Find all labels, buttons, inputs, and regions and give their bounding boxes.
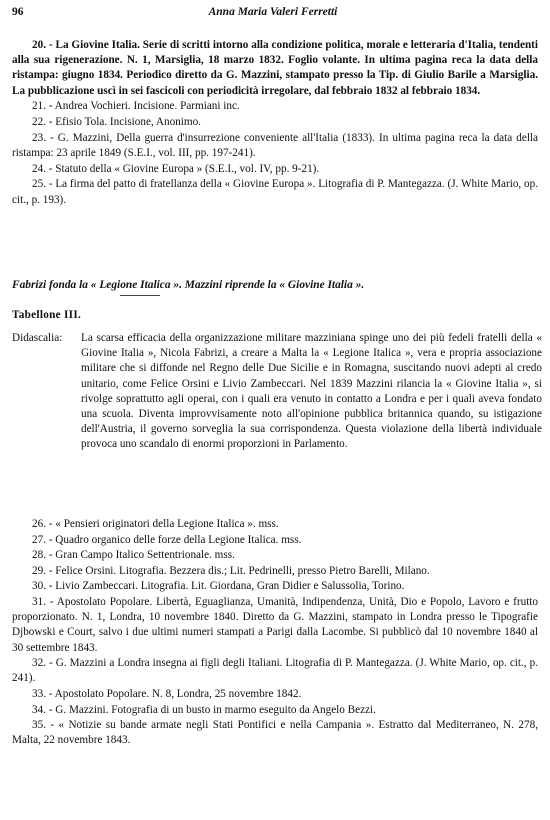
entry-number: 22. [32, 116, 46, 129]
entry-text: - La firma del patto di fratellanza della « Giovine Europa ». Litografia di P. Mantegazza. (J. White Mario, op. cit., p. 193). [12, 178, 539, 206]
entry-text: - « Notizie su bande armate negli Stati Pontifici e nella Campania ». Estratto dal Mediterraneo, N. 278, Malta, 22 novembre 1843. [12, 719, 539, 747]
didascalia-text: La scarsa efficacia della organizzazione militare mazziniana spinge uno dei più fedeli fratelli della « Giovine Italia », Nicola Fabrizi, a creare a Malta la « Legione Italica », vera e propria associazione militare che si diffonde nel Regno delle Due Sicilie e in Romagna, suscitando nuovi adepti al credo unitario, come Felice Orsini e Livio Zambeccari. Nel 1839 Mazzini rilancia la « Giovine Italia », si rivolge soprattutto agli operai, con i quali era venuto in contatto a Londra e per i quali aveva fondato una scuola. Diventa improvvisamente noto all'opinione pubblica britannica quando, su istigazione dell'Austria, il governo sorveglia la sua corrispondenza. Questa violazione della libertà individuale provoca uno scandalo di enormi proporzioni in Parlamento. [81, 332, 542, 451]
entry-30 [12, 579, 538, 594]
entry-number: 20. [32, 39, 46, 51]
entry-text: - G. Mazzini. Fotografia di un busto in marmo eseguito da Angelo Bezzi. [48, 703, 376, 716]
entry-number: 30. [32, 580, 46, 593]
entry-23 [12, 131, 538, 161]
entry-text: - Statuto della « Giovine Europa » (S.E.I., vol. IV, pp. 9-21). [48, 162, 320, 175]
entry-text: - Felice Orsini. Litografia. Bezzera dis.; Lit. Pedrinelli, presso Pietro Barelli, Milano. [48, 564, 430, 577]
section-title-block [12, 278, 538, 303]
entry-text: - G. Mazzini a Londra insegna ai figli degli Italiani. Litografia di P. Mantegazza. (J. White Mario, op. cit., p. 241). [12, 657, 539, 685]
entry-number: 31. [32, 595, 46, 608]
entry-number: 26. [32, 518, 46, 530]
didascalia-label: Didascalia: [12, 332, 63, 344]
entry-number: 23. [32, 131, 46, 144]
entry-text: - Apostolato Popolare. Libertà, Eguaglianza, Umanità, Indipendenza, Unità, Dio e Popolo, Lavoro e frutto proporzionato. N. 1, Londra, 10 novembre 1840. Diretto da G. Mazzini, stampato in Londra presso le Tipografie Djbowski e Court, salvo i due ultimi numeri stampati a Parigi dalla Lacombe. Si pubblicò dal 10 novembre 1840 al 30 settembre 1843. [12, 595, 539, 654]
entry-22 [12, 115, 538, 130]
entry-text: - « Pensieri originatori della Legione Italica ». mss. [48, 518, 279, 530]
entry-32 [12, 656, 538, 686]
entry-28 [12, 548, 538, 563]
didascalia-block [12, 331, 542, 453]
entry-number: 35. [32, 719, 46, 732]
entry-21 [12, 99, 538, 114]
page-header [12, 5, 534, 21]
entry-25 [12, 177, 538, 207]
section-title: Fabrizi fonda la « Legione Italica ». Mazzini riprende la « Giovine Italia ». [12, 279, 365, 291]
entry-20 [12, 38, 538, 99]
entry-number: 33. [32, 687, 46, 700]
entry-34 [12, 703, 538, 718]
entry-26 [12, 517, 538, 532]
title-underline [12, 293, 538, 303]
entry-number: 34. [32, 703, 46, 716]
entry-31 [12, 595, 538, 656]
entry-29 [12, 564, 538, 579]
entry-text: - Livio Zambeccari. Litografia. Lit. Giordana, Gran Didier e Salussolia, Torino. [48, 580, 405, 593]
underline-mark [120, 295, 160, 296]
entries-top [12, 38, 538, 208]
entry-text: - Andrea Vochieri. Incisione. Parmiani inc. [48, 100, 240, 113]
entry-number: 25. [32, 178, 46, 191]
entry-number: 28. [32, 549, 46, 562]
entry-number: 21. [32, 100, 46, 113]
entry-27 [12, 533, 538, 548]
entry-text: - Quadro organico delle forze della Legione Italica. mss. [48, 533, 302, 546]
entry-35 [12, 718, 538, 748]
page-number: 96 [12, 6, 24, 18]
entry-text: - Apostolato Popolare. N. 8, Londra, 25 novembre 1842. [48, 687, 302, 700]
entry-number: 29. [32, 564, 46, 577]
entry-33 [12, 687, 538, 702]
entry-number: 27. [32, 533, 46, 546]
entries-bottom [12, 517, 538, 749]
entry-text: - G. Mazzini, Della guerra d'insurrezione conveniente all'Italia (1833). In ultima pagina reca la data della ristampa: 23 aprile 1849 (S.E.I., vol. III, pp. 197-241). [12, 131, 538, 159]
entry-text: - Gran Campo Italico Settentrionale. mss. [48, 549, 235, 562]
tabellone-heading: Tabellone III. [12, 309, 82, 321]
entry-number: 32. [32, 657, 46, 670]
entry-24 [12, 162, 538, 177]
entry-text: - La Giovine Italia. Serie di scritti intorno alla condizione politica, morale e letteraria d'Italia, tendenti alla sua rigenerazione. N. 1, Marsiglia, 18 marzo 1832. Foglio volante. In ultima pagina reca la data della ristampa: giugno 1834. Periodico diretto da G. Mazzini, stampato presso la Tip. di Giulio Barile a Marsiglia. La pubblicazione uscì in sei fascicoli con periodicità irregolare, dal febbraio 1832 al febbraio 1834. [12, 39, 539, 97]
entry-number: 24. [32, 162, 46, 175]
entry-text: - Efisio Tola. Incisione, Anonimo. [48, 116, 201, 129]
running-head: Anna Maria Valeri Ferretti [208, 6, 338, 18]
